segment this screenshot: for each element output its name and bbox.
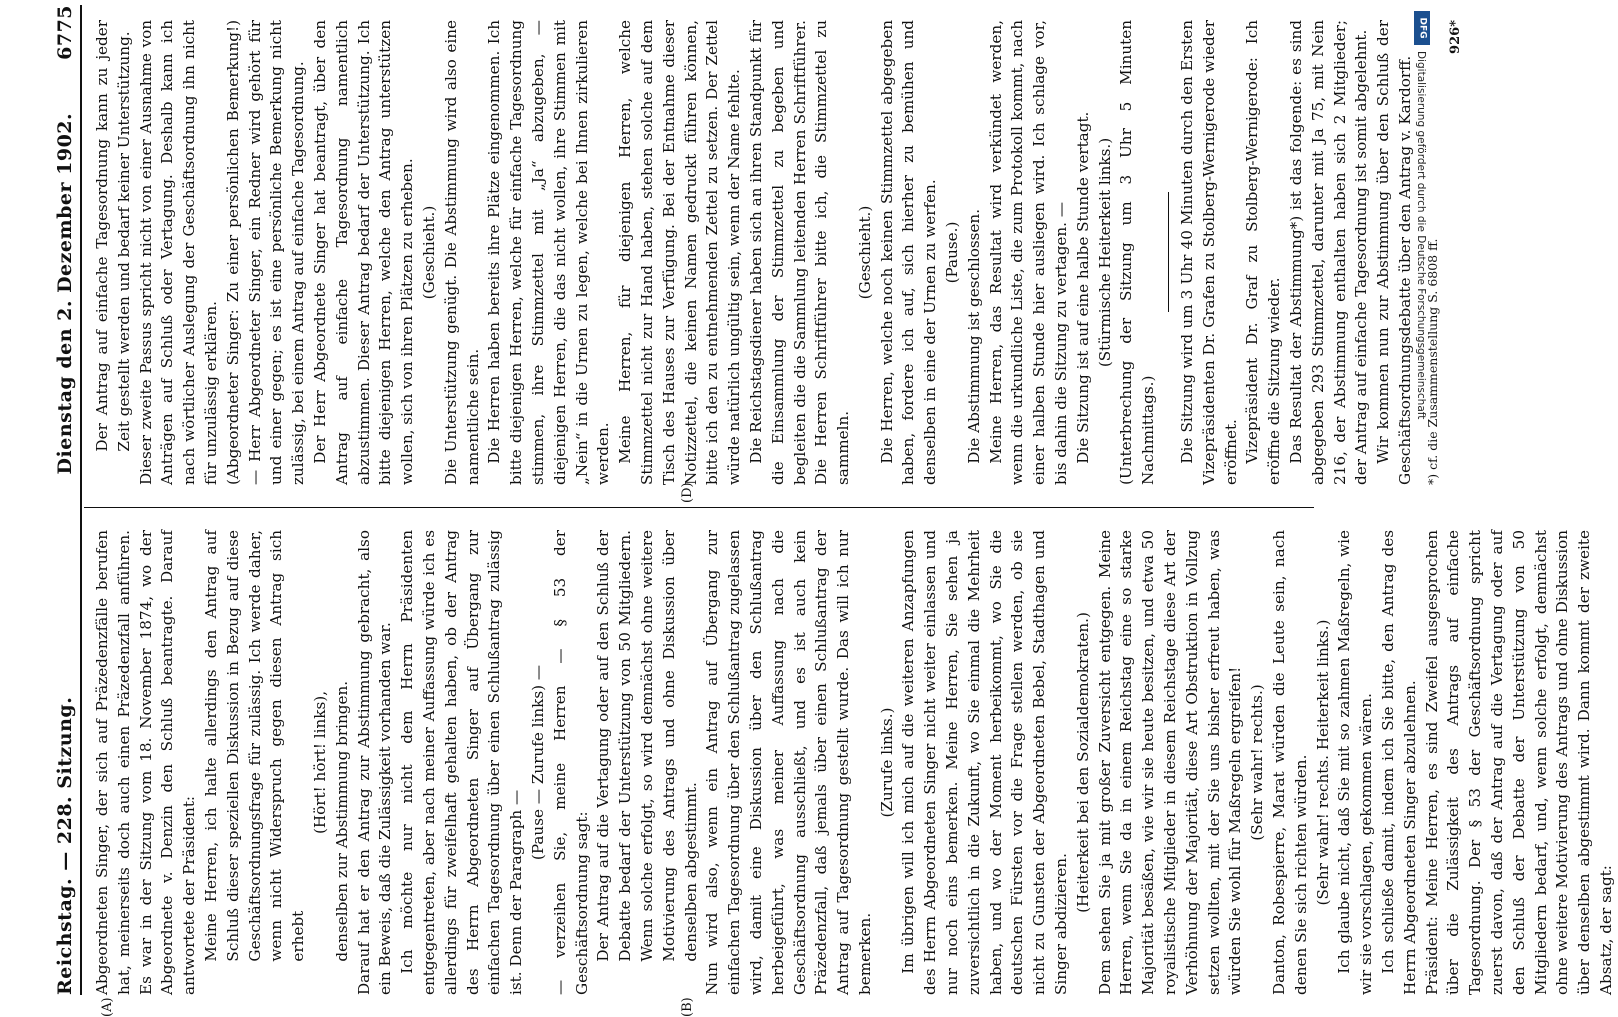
left-column-paragraph: Ich schließe damit, indem ich Sie bitte, den Antrag des Herrn Abgeordneten Singer abzulehnen. [1379,530,1419,995]
left-column-paragraph: Abgeordneten Singer, der sich auf Präzedenzfälle berufen hat, meinerseits doch auch einen Präzedenzfall anführen. Es war in der Sitzung vom 18. November 1874, wo der Abgeordnete v. Denzin den Schluß beantragte. Darauf antwortete der Präsident: [93,530,199,995]
section-separator [1168,193,1169,313]
left-column-paragraph: Darauf hat er den Antrag zur Abstimmung gebracht, also ein Beweis, daß die Zulässigkeit vorhanden war. [354,530,395,995]
right-column-paragraph: Dieser zweite Passus spricht nicht von einer Ausnahme von Anträgen auf Schluß oder Vertagung. Deshalb kann ich nach wörtlicher Auslegung der Geschäftsordnung ihn nicht für unzulässig erklären. [136,20,220,485]
left-column-paragraph: (Zurufe links.) [877,707,896,818]
right-column-paragraph: Der Herr Abgeordnete Singer hat beantragt, über den Antrag auf einfache Tagesordnung namentlich abzustimmen. Dieser Antrag bedarf der Unterstützung. Ich bitte diejenigen Herren, welche den Antrag unterstützen wollen, sich von ihren Plätzen zu erheben. [310,20,417,485]
right-column-paragraph: Die Herren haben bereits ihre Plätze eingenommen. Ich bitte diejenigen Herren, welche für einfache Tagesordnung stimmen, ihre Stimmzettel mit „Ja“ abzugeben, — diejenigen Herren, die das nicht wollen, ihre Stimmen mit „Nein“ in die Urnen zu legen, welche bei Ihnen zirkulieren werden. [485,20,613,485]
right-column-paragraph: (Geschieht.) [855,205,874,300]
header-left: Reichstag. — 228. Sitzung. [54,696,76,995]
right-column-paragraph: Meine Herren, für diejenigen Herren, welche Stimmzettel nicht zur Hand haben, stehen solche auf dem Tisch des Hauses zur Verfügung. Bei der Entnahme dieser Notizzettel, die keinen Namen gedruckt führen können, bitte ich den zu entnehmenden Zettel zu setzen. Der Zettel würde natürlich ungültig sein, wenn der Name fehlte. [616,20,744,485]
right-column-paragraph: Meine Herren, das Resultat wird verkündet werden, wenn die urkundliche Liste, die zum Protokoll kommt, nach einer halben Stunde hier ausliegen wird. Ich schlage vor, bis dahin die Sitzung zu vertagen. — [986,20,1071,485]
right-column-paragraph: Die Sitzung ist auf eine halbe Stunde vertagt. [1073,111,1092,464]
right-column-paragraph: Die Unterstützung genügt. Die Abstimmung wird also eine namentliche sein. [441,20,482,485]
page-number: 6775 [54,4,76,60]
left-column-paragraph: — verzeihen Sie, meine Herren — § 53 der Geschäftsordnung sagt: [550,530,591,995]
right-column [92,20,1467,485]
digitization-credit: Digitalisierung gefördert durch die Deutsche Forschungsgemeinschaft [1415,51,1427,420]
left-column-paragraph: Nun wird also, wenn ein Antrag auf Übergang zur einfachen Tagesordnung über den Schlußantrag zugelassen wird, damit eine Diskussion über den Schlußantrag herbeigeführt, was meiner Auffassung nach die Geschäftsordnung ausschließt, und es ist auch kein Präzedenzfall, daß jemals über einen Schlußantrag der Antrag auf Tagesordnung gestellt wurde. Das will ich nur bemerken. [703,530,874,995]
left-column [92,530,1618,995]
right-column-paragraph: Wir kommen nun zur Abstimmung über den Schluß der Geschäftsordnungsdebatte über den Antrag v. Kardorff. [1374,20,1415,485]
right-column-paragraph: Das Resultat der Abstimmung*) ist das folgende: es sind abgegeben 293 Stimmzettel, darunter mit Ja 75, mit Nein 216, der Abstimmung enthalten haben sich 2 Mitglieder; der Antrag auf einfache Tagesordnung ist somit abgelehnt. [1287,20,1371,485]
left-column-paragraph: (Heiterkeit bei den Sozialdemokraten.) [1073,612,1092,913]
left-column-paragraph: denselben zur Abstimmung bringen. [332,680,351,962]
left-column-paragraph: Ich möchte nur nicht dem Herrn Präsidenten entgegentreten, aber nach meiner Auffassung würde ich es allerdings für zweifelhaft gehalten haben, ob der Antrag des Herrn Abgeordneten Singer auf Übergang zur einfachen Tagesordnung über einen Schlußantrag zulässig ist. Denn der Paragraph — [398,530,526,995]
margin-marker-b: (B) [680,997,695,1017]
right-column-paragraph: Der Antrag auf einfache Tagesordnung kann zu jeder Zeit gestellt werden und bedarf keiner Unterstützung. [93,20,133,452]
column-divider [84,507,1314,508]
margin-marker-a: (A) [100,997,115,1017]
digitization-sidebar [1405,5,1433,995]
right-column-paragraph: (Pause.) [943,221,962,284]
right-column-paragraph: Die Reichstagsdiener haben sich an ihren Standpunkt für die Einsammlung der Stimmzettel zu begeben und begleiten die die Sammlung leitenden Herren Schriftführer. Die Herren Schriftführer bitte ich, die Stimmzettel zu sammeln. [746,20,853,485]
right-column-paragraph: Die Sitzung wird um 3 Uhr 40 Minuten durch den Ersten Vizepräsidenten Dr. Grafen zu Stolberg-Wernigerode wieder eröffnet. [1178,20,1240,485]
left-column-paragraph: Ich glaube nicht, daß Sie mit so zahmen Maßregeln, wie wir sie vorschlagen, gekommen wären. [1335,530,1376,995]
right-column-paragraph: (Unterbrechung der Sitzung um 3 Uhr 5 Minuten Nachmittags.) [1117,20,1158,485]
left-column-paragraph: (Sehr wahr! rechts.) [1248,684,1267,841]
right-column-paragraph: (Abgeordneter Singer: Zu einer persönlichen Bemerkung!) — Herr Abgeordneter Singer, ein Redner wird gehört für und einer gegen; es ist eine persönliche Bemerkung nicht zulässig, bei einem Antrag auf einfache Tagesordnung. [223,20,308,485]
left-column-paragraph: (Pause — Zurufe links) — [528,664,547,861]
header-date: Dienstag den 2. Dezember 1902. [54,112,76,475]
right-column-paragraph: Die Abstimmung ist geschlossen. [964,208,983,464]
running-header [40,5,76,995]
right-column-paragraph: Vizepräsident Dr. Graf zu Stolberg-Wernigerode: Ich eröffne die Sitzung wieder. [1243,20,1284,485]
margin-marker-d: (D) [680,482,695,503]
right-column-paragraph: Die Herren, welche noch keinen Stimmzettel abgegeben haben, fordere ich auf, sich hierher zu bemühen und denselben in eine der Urnen zu werfen. [877,20,940,485]
left-column-paragraph: Der Antrag auf die Vertagung oder auf den Schluß der Debatte bedarf der Unterstützung von 50 Mitgliedern. Wenn solche erfolgt, so wird demnächst ohne weitere Motivierung des Antrags und ohne Diskussion über denselben abgestimmt. [594,530,700,962]
left-column-paragraph: (Sehr wahr! rechts. Heiterkeit links.) [1313,619,1332,906]
left-column-paragraph: Im übrigen will ich mich auf die weiteren Anzapfungen des Herrn Abgeordneten Singer nicht weiter einlassen und nur noch eins bemerken. Meine Herren, Sie sehen ja zuversichtlich in die Zukunft, wo Sie einmal die Mehrheit haben, und wo der Moment herbeikommt, wo Sie die deutschen Fürsten vor die Frage stellen werden, ob sie nicht zu Gunsten der Abgeordneten Bebel, Stadthagen und Singer abdizieren. [899,530,1071,995]
header-rule [80,5,82,995]
left-column-paragraph: (Hört! hört! links), [310,690,329,835]
left-column-paragraph: Meine Herren, ich halte allerdings den Antrag auf Schluß dieser speziellen Diskussion in Bezug auf diese Geschäftsordnungsfrage für zulässig. Ich werde daher, wenn nicht Widerspruch gegen diesen Antrag sich erhebt [201,530,308,962]
dfg-logo: DFG [1414,11,1430,45]
left-column-paragraph: Präsident: Meine Herren, es sind Zweifel ausgesprochen über die Zulässigkeit des Antrags auf einfache Tagesordnung. Der § 53 der Geschäftsordnung spricht zuerst davon, daß der Antrag auf die Vertagung oder auf den Schluß der Debatte der Unterstützung von 50 Mitgliedern bedarf, und, wenn solche erfolgt, demnächst ohne weitere Motivierung des Antrags und ohne Diskussion über denselben abgestimmt wird. Dann kommt der zweite Absatz, der sagt: [1422,530,1615,995]
right-column-paragraph: (Stürmische Heiterkeit links.) [1095,137,1114,368]
left-column-paragraph: Dem sehen Sie ja mit großer Zuversicht entgegen. Meine Herren, wenn Sie da in einem Reichstag eine so starke Majorität besäßen, wie wir sie heute besitzen, und etwa 50 royalistische Mitglieder in diesem Reichstage diese Art der Verhöhnung der Majorität, diese Art Obstruktion in Vollzug setzen wollten, mit der Sie uns bisher erfreut haben, was würden Sie wohl für Maßregeln ergreifen! [1095,530,1245,995]
signature-mark: 926* [1447,20,1463,54]
left-column-paragraph: Danton, Robespierre, Marat würden die Leute sein, nach denen Sie sich richten würden. [1270,530,1310,995]
footnote: *) cf. die Zusammenstellung S. 6808 ff. [1424,238,1440,485]
right-column-paragraph: (Geschieht.) [419,205,438,300]
